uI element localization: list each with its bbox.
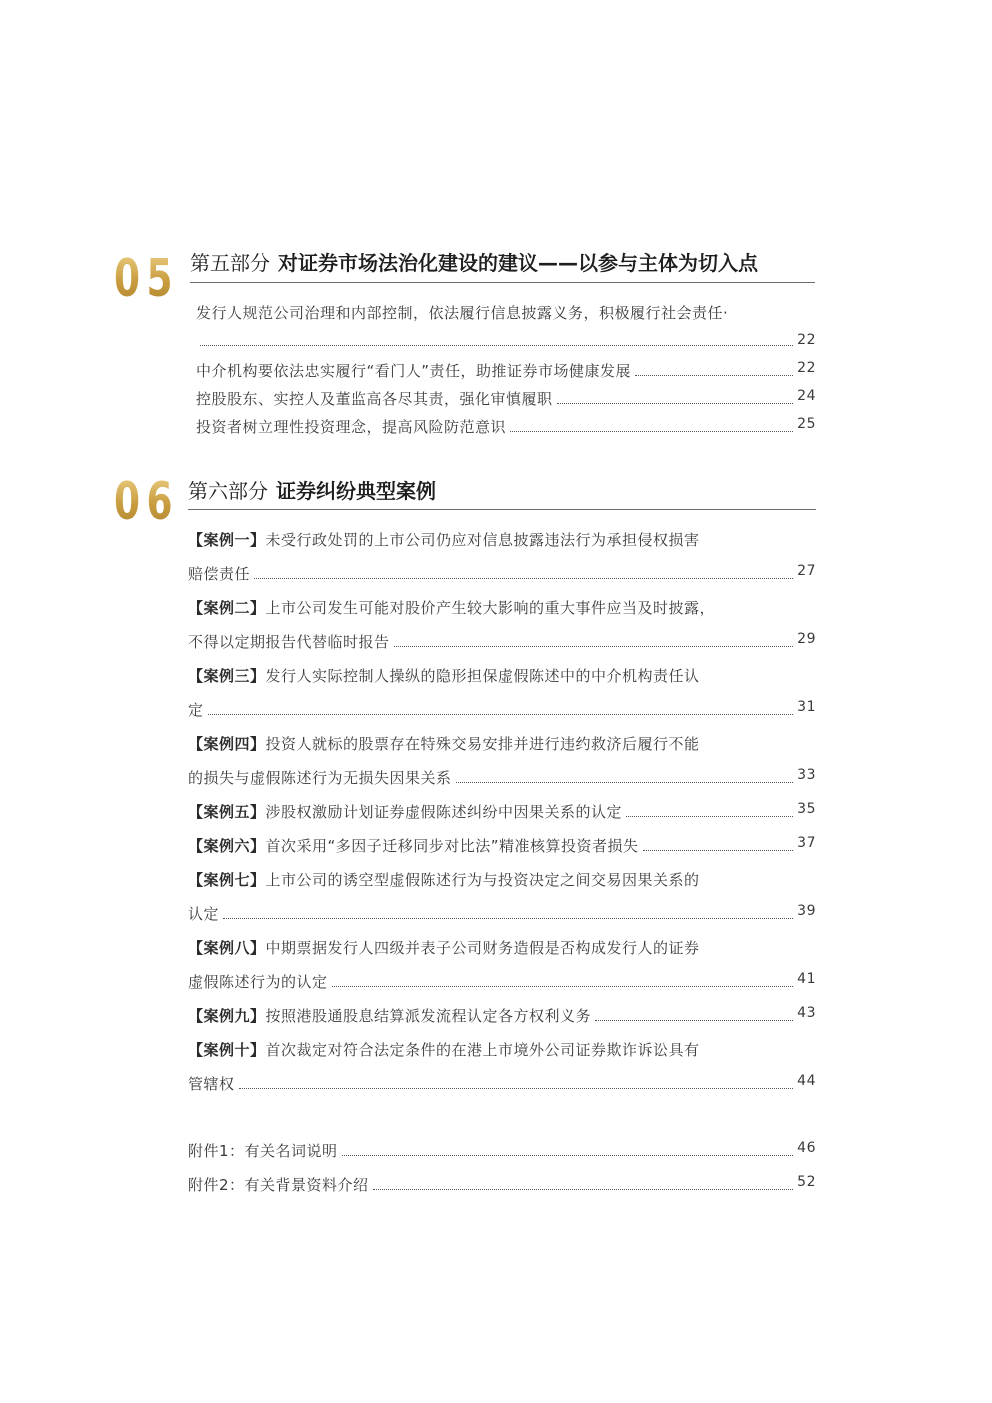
case-label: 【案例一】 [188,531,266,549]
section-heading: 对证券市场法治化建设的建议——以参与主体为切入点 [278,251,758,275]
page-number: 33 [797,767,816,783]
case-5[interactable] [188,801,816,822]
case-label: 【案例六】 [188,837,266,855]
case-2-line1[interactable] [188,597,715,618]
dot-leader [626,806,793,817]
page-number: 41 [797,971,816,987]
page-number: 46 [797,1140,816,1156]
toc-entry-line1[interactable]: 发行人规范公司治理和内部控制，依法履行信息披露义务，积极履行社会责任· [196,304,729,322]
case-4-line2[interactable] [188,767,816,788]
dot-leader [200,335,793,346]
case-label: 【案例七】 [188,871,266,889]
case-text-cont: 赔偿责任 [188,565,251,583]
case-label: 【案例八】 [188,939,266,957]
dot-leader [223,908,793,919]
dot-leader [254,568,793,579]
section-number: 05 [114,249,180,309]
section-title [190,250,758,276]
case-text-cont: 认定 [188,905,220,923]
case-label: 【案例三】 [188,667,266,685]
appendix-text: 附件1：有关名词说明 [188,1142,338,1160]
page-number: 27 [797,563,816,579]
dot-leader [239,1078,794,1089]
case-text [188,801,622,822]
case-label: 【案例五】 [188,803,266,821]
page-number: 22 [797,332,816,348]
toc-entry-leader[interactable] [196,332,816,348]
case-text-cont: 虚假陈述行为的认定 [188,973,328,991]
case-8-line1[interactable] [188,937,700,958]
appendix-entry-2[interactable] [188,1174,816,1195]
page-number: 25 [797,416,816,432]
case-text [188,1005,591,1026]
case-text: 上市公司的诱空型虚假陈述行为与投资决定之间交易因果关系的 [265,871,700,889]
page-number: 35 [797,801,816,817]
dot-leader [635,365,793,376]
dot-leader [456,772,794,783]
dot-leader [595,1010,793,1021]
case-title: 首次采用“多因子迁移同步对比法”精准核算投资者损失 [265,837,639,855]
case-title: 按照港股通股息结算派发流程认定各方权利义务 [265,1007,592,1025]
page-number: 37 [797,835,816,851]
dot-leader [557,393,794,404]
case-3-line2[interactable] [188,699,816,720]
page-number: 29 [797,631,816,647]
case-text-cont: 的损失与虚假陈述行为无损失因果关系 [188,769,452,787]
case-text-cont: 管辖权 [188,1075,235,1093]
dot-leader [373,1179,794,1190]
case-9[interactable] [188,1005,816,1026]
page-number: 39 [797,903,816,919]
toc-entry-text: 中介机构要依法忠实履行“看门人”责任，助推证券市场健康发展 [196,362,632,380]
toc-entry-text: 投资者树立理性投资理念，提高风险防范意识 [196,418,507,436]
page-number: 31 [797,699,816,715]
case-text: 投资人就标的股票存在特殊交易安排并进行违约救济后履行不能 [265,735,700,753]
case-10-line2[interactable] [188,1073,816,1094]
case-6[interactable] [188,835,816,856]
page-number: 24 [797,388,816,404]
toc-entry-text: 控股股东、实控人及董监高各尽其责，强化审慎履职 [196,390,553,408]
case-label: 【案例二】 [188,599,266,617]
section-heading: 证券纠纷典型案例 [276,479,436,503]
case-1-line2[interactable] [188,563,816,584]
case-text: 首次裁定对符合法定条件的在港上市境外公司证券欺诈诉讼具有 [265,1041,700,1059]
appendix-entry-1[interactable] [188,1140,816,1161]
case-text [188,835,639,856]
case-text-cont: 不得以定期报告代替临时报告 [188,633,390,651]
toc-entry[interactable] [196,388,816,409]
case-text: 中期票据发行人四级并表子公司财务造假是否构成发行人的证券 [265,939,700,957]
section-rule [190,282,815,283]
toc-entry[interactable] [196,416,816,437]
case-label: 【案例十】 [188,1041,266,1059]
appendix-text: 附件2：有关背景资料介绍 [188,1176,369,1194]
dot-leader [394,636,794,647]
section-prefix: 第五部分 [190,251,270,275]
case-4-line1[interactable] [188,733,700,754]
dot-leader [510,421,793,432]
case-8-line2[interactable] [188,971,816,992]
case-10-line1[interactable] [188,1039,700,1060]
case-label: 【案例四】 [188,735,266,753]
case-text: 未受行政处罚的上市公司仍应对信息披露违法行为承担侵权损害 [265,531,700,549]
case-text: 发行人实际控制人操纵的隐形担保虚假陈述中的中介机构责任认 [265,667,700,685]
case-label: 【案例九】 [188,1007,266,1025]
dot-leader [643,840,794,851]
case-text: 上市公司发生可能对股价产生较大影响的重大事件应当及时披露， [265,599,716,617]
section-title [188,478,436,504]
case-title: 涉股权激励计划证券虚假陈述纠纷中因果关系的认定 [265,803,623,821]
case-3-line1[interactable] [188,665,700,686]
case-text-cont: 定 [188,701,204,719]
dot-leader [332,976,794,987]
section-prefix: 第六部分 [188,479,268,503]
case-7-line1[interactable] [188,869,700,890]
page-number: 43 [797,1005,816,1021]
case-2-line2[interactable] [188,631,816,652]
dot-leader [208,704,794,715]
page-number: 22 [797,360,816,376]
section-number: 06 [114,472,180,532]
case-1-line1[interactable] [188,529,700,550]
case-7-line2[interactable] [188,903,816,924]
dot-leader [342,1145,794,1156]
page-number: 44 [797,1073,816,1089]
page-number: 52 [797,1174,816,1190]
section-rule [188,509,816,510]
toc-entry[interactable] [196,360,816,381]
